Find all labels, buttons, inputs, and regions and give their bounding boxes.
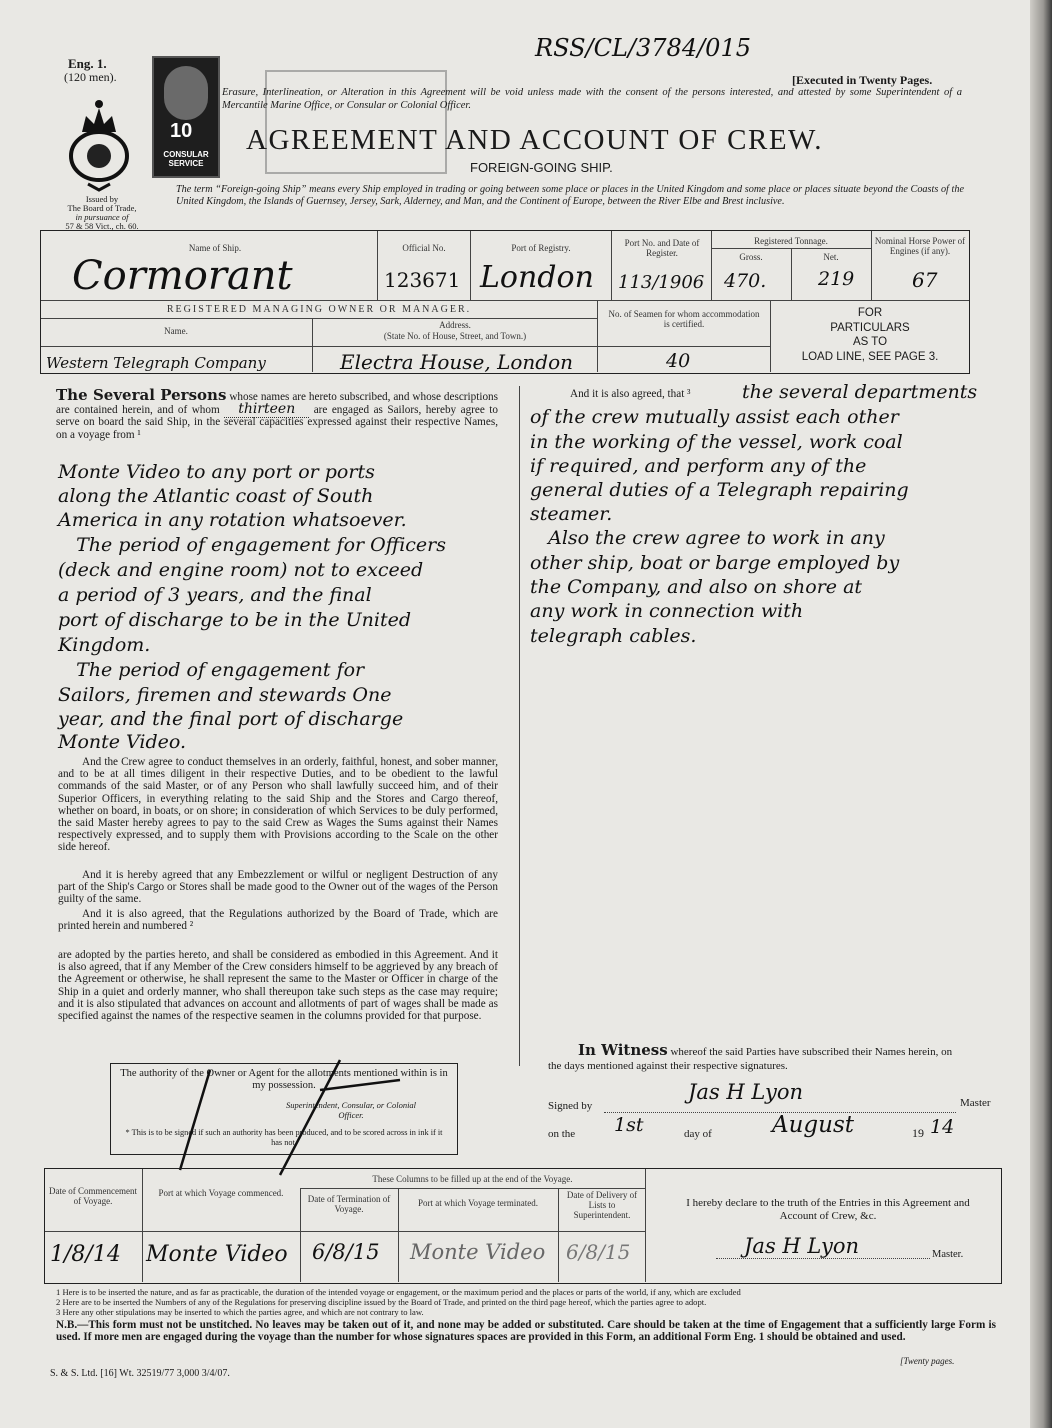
- seamen-value: 40: [666, 350, 691, 372]
- stipulation-line: the Company, and also on shore at: [530, 576, 863, 598]
- header-official-no: Official No.: [402, 243, 446, 253]
- voyage-line: Sailors, firemen and stewards One: [58, 684, 392, 706]
- owner-name-value: Western Telegraph Company: [46, 354, 266, 372]
- footnote-3: 3 Here any other stipulations may be inserted to which the parties agree, and which are not contrary to law.: [56, 1307, 424, 1317]
- owner-address-value: Electra House, London: [340, 350, 574, 374]
- page-count: [Twenty pages.: [900, 1356, 955, 1366]
- master-label: Master: [960, 1097, 991, 1109]
- stamp-label-2: SERVICE: [168, 159, 204, 168]
- signing-day: 1st: [614, 1114, 644, 1136]
- several-persons-text-2: are engaged as Sailors, hereby agree to serve on board the said Ship, in the several capacities expressed against their respective Names, on a voyage from ¹: [56, 404, 499, 441]
- table-divider: [45, 1231, 645, 1232]
- stipulation-line: in the working of the vessel, work coal: [530, 431, 903, 453]
- header-owner-address: Address.: [439, 320, 471, 330]
- date-commencement-value: 1/8/14: [50, 1242, 121, 1267]
- col-divider: [398, 1188, 399, 1282]
- consular-stamp: [152, 56, 220, 178]
- in-witness-text: whereof the said Parties have subscribed their Names herein, on the days mentioned against their respective signatures.: [548, 1046, 953, 1072]
- authority-signatory: Superintendent, Consular, or Colonial Officer.: [285, 1100, 417, 1120]
- master-declaration: I hereby declare to the truth of the Entries in this Agreement and Account of Crew, &c.: [686, 1197, 970, 1222]
- scored-across-mark: [150, 1050, 410, 1180]
- stipulation-line: if required, and perform any of the: [530, 455, 867, 477]
- stipulation-line: general duties of a Telegraph repairing: [530, 479, 909, 501]
- year-prefix: 19: [912, 1126, 924, 1140]
- col-divider: [142, 1169, 143, 1282]
- signing-year: 14: [930, 1116, 955, 1138]
- voyage-line: (deck and engine room) not to exceed: [58, 559, 424, 581]
- stipulation-line: telegraph cables.: [530, 625, 697, 647]
- voyage-line: port of discharge to be in the United: [58, 609, 412, 631]
- crew-agree-paragraph: And the Crew agree to conduct themselves in an orderly, faithful, honest, and sober manner, and to be at all times diligent in their respective Duties, and to be obedient to the lawful commands of the said Master, or of any Person who shall lawfully succeed him, and of their Superior Officers, in everything relating to the said Ship and the Stores and Cargo thereof, whether on board, in boats, or on shore; in consideration of which Services to be duly performed, the said Master hereby agrees to pay to the said Crew as Wages the Sums against their Names respectively expressed, and to supply them with Provisions according to the Scale on the other side hereof.: [58, 756, 498, 854]
- port-registry-value: London: [480, 260, 594, 295]
- load-line-1: FOR: [857, 307, 883, 319]
- stipulation-line: other ship, boat or barge employed by: [530, 552, 900, 574]
- archive-reference: RSS/CL/3784/015: [535, 34, 751, 62]
- footnote-1: 1 Here is to be inserted the nature, and as far as practicable, the duration of the intended voyage or engagement, or the maximum period and the places or parts of the world, if any, which are excluded: [56, 1287, 741, 1297]
- voyage-line: Monte Video.: [58, 731, 187, 753]
- issued-by-block: [52, 195, 152, 231]
- port-terminated-value: Monte Video: [410, 1240, 546, 1264]
- several-persons-paragraph: [56, 386, 499, 441]
- header-port-registry: Port of Registry.: [511, 243, 571, 253]
- net-value: 219: [818, 268, 855, 290]
- voyage-line: year, and the final port of discharge: [58, 708, 404, 730]
- load-line-3: AS TO: [852, 336, 888, 348]
- issued-line-4: 57 & 58 Vict., ch. 60.: [65, 221, 139, 231]
- master-signature: Jas H Lyon: [688, 1080, 803, 1104]
- col-divider: [645, 1169, 646, 1282]
- owner-divider: [41, 318, 597, 319]
- footnote-2: 2 Here are to be inserted the Numbers of any of the Regulations for preserving discipline issued by the Board of Trade, and printed on the third page hereof, which the parties agree to adopt.: [56, 1297, 707, 1307]
- col-divider: [770, 300, 771, 372]
- header-port-terminated: Port at which Voyage terminated.: [418, 1198, 538, 1208]
- printer-line: S. & S. Ltd. [16] Wt. 32519/77 3,000 3/4/07.: [50, 1368, 230, 1379]
- executed-pages: [Executed in Twenty Pages.: [792, 73, 933, 87]
- header-date-termination: Date of Termination of Voyage.: [307, 1194, 391, 1214]
- load-line-4: LOAD LINE, SEE PAGE 3.: [801, 350, 939, 363]
- ship-name-value: Cormorant: [72, 253, 293, 299]
- col-divider: [871, 231, 872, 300]
- form-title: AGREEMENT AND ACCOUNT OF CREW.: [246, 124, 823, 156]
- adopted-paragraph: are adopted by the parties hereto, and shall be considered as embodied in this Agreement. And it is also agreed, that if any Member of the Crew considers himself to be aggrieved by any breach of the Agreement or otherwise, he shall represent the same to the Master or Officer in charge of the Ship in a quiet and orderly manner, who shall thereupon take such steps as the case may require; and it is also stipulated that advances on account and allotments of part of wages shall be made as specified against the names of the respective seamen in the columns provided for that purpose.: [58, 949, 498, 1023]
- issued-line-3: in pursuance of: [75, 212, 129, 222]
- form-subtitle: FOREIGN-GOING SHIP.: [470, 160, 613, 175]
- form-capacity: (120 men).: [64, 70, 117, 84]
- voyage-line: The period of engagement for: [58, 659, 365, 681]
- several-persons-heading: The Several Persons: [56, 386, 227, 404]
- load-line-note: [772, 306, 968, 364]
- on-the-label: on the: [548, 1128, 576, 1140]
- date-delivery-value: 6/8/15: [566, 1240, 631, 1264]
- port-commenced-value: Monte Video: [146, 1242, 288, 1267]
- header-ship-name: Name of Ship.: [188, 243, 242, 253]
- authority-note: * This is to be signed if such an authority has been produced, and to be scored across in ink if it has not.: [125, 1128, 443, 1147]
- header-owner: REGISTERED MANAGING OWNER OR MANAGER.: [166, 304, 472, 315]
- header-gross: Gross.: [739, 252, 763, 262]
- signed-by-label: Signed by: [548, 1100, 593, 1112]
- issued-line-2: The Board of Trade,: [67, 203, 137, 213]
- header-tonnage: Registered Tonnage.: [754, 236, 828, 246]
- stipulation-line: steamer.: [530, 503, 613, 525]
- col-divider: [611, 231, 612, 300]
- foreign-going-definition: The term “Foreign-going Ship” means every Ship employed in trading or going between some place or places in the United Kingdom and some place or places situate beyond the Coasts of the United Kingdom, the Islands of Guernsey, Jersey, Sark, Alderney, and Man, and the Continent of Europe, between the River Elbe and Brest inclusive.: [176, 184, 964, 207]
- stamp-label: [156, 150, 216, 168]
- void-notice: Erasure, Interlineation, or Alteration in this Agreement will be void unless made with the consent of the persons interested, and attested by some Superintendent of a Mercantile Marine Office, or Consular or Colonial Officer.: [222, 87, 962, 111]
- col-divider: [558, 1188, 559, 1282]
- owner-divider: [41, 346, 770, 347]
- right-intro: And it is also agreed, that ³: [570, 388, 691, 400]
- declaration-line: [716, 1258, 930, 1259]
- in-witness-block: [548, 1043, 964, 1073]
- table-divider: [41, 300, 969, 301]
- header-owner-name: Name.: [164, 326, 188, 336]
- authority-text: The authority of the Owner or Agent for the allotments mentioned within is in my possession.: [120, 1068, 448, 1091]
- header-date-delivery: Date of Delivery of Lists to Superintendent.: [566, 1190, 638, 1220]
- official-no-value: 123671: [384, 268, 461, 292]
- stipulation-line: any work in connection with: [530, 600, 804, 622]
- regulations-paragraph: And it is also agreed, that the Regulations authorized by the Board of Trade, which are printed herein and numbered ²: [58, 908, 498, 933]
- page-edge-shadow: [1030, 0, 1052, 1428]
- body-column-divider: [519, 386, 520, 1066]
- col-divider: [470, 231, 471, 300]
- voyage-line: along the Atlantic coast of South: [58, 485, 374, 507]
- crew-count-value: thirteen: [224, 401, 309, 418]
- stamp-value: 10: [170, 120, 193, 142]
- declaration-signature: Jas H Lyon: [744, 1234, 859, 1258]
- issued-line-1: Issued by: [85, 194, 119, 204]
- header-owner-address-sub: (State No. of House, Street, and Town.): [383, 331, 527, 341]
- in-witness-heading: In Witness: [578, 1041, 668, 1059]
- header-horse-power: Nominal Horse Power of Engines (if any).: [874, 236, 966, 256]
- header-net: Net.: [823, 252, 839, 262]
- col-divider: [377, 231, 378, 300]
- col-divider: [597, 300, 598, 372]
- royal-crest-icon: [64, 94, 134, 194]
- header-date-commencement: Date of Commencement of Voyage.: [49, 1186, 137, 1206]
- horse-power-value: 67: [912, 268, 938, 292]
- load-line-2: PARTICULARS: [830, 321, 910, 334]
- declaration-master-label: Master.: [932, 1249, 964, 1260]
- day-of-label: day of: [684, 1128, 712, 1140]
- table-divider: [300, 1188, 645, 1189]
- voyage-line: a period of 3 years, and the final: [58, 584, 372, 606]
- form-code: Eng. 1.: [68, 56, 107, 71]
- col-divider: [300, 1188, 301, 1282]
- voyage-line: The period of engagement for Officers: [58, 534, 447, 556]
- stipulation-line: of the crew mutually assist each other: [530, 406, 899, 428]
- voyage-line: Kingdom.: [58, 634, 151, 656]
- nb-notice: N.B.—This form must not be unstitched. No leaves may be taken out of it, and none may be added or substituted. Care should be taken at the time of Engagement that a sufficiently large Form is used. If more men are engaged during the voyage than the number for whose signatures spaces are provided in this Form, an additional Form Eng. 1 should be obtained and used.: [56, 1319, 996, 1343]
- stipulation-line: Also the crew agree to work in any: [530, 527, 885, 549]
- end-of-voyage-note: These Columns to be filled up at the end of the Voyage.: [372, 1174, 573, 1184]
- signing-month: August: [772, 1112, 855, 1138]
- voyage-line: America in any rotation whatsoever.: [58, 509, 407, 531]
- date-termination-value: 6/8/15: [312, 1240, 380, 1264]
- several-persons-text: whose names are hereto subscribed, and whose descriptions are contained herein, and of whom: [56, 391, 498, 417]
- header-seamen: No. of Seamen for whom accommodation is certified.: [608, 309, 760, 329]
- embezzlement-paragraph: And it is hereby agreed that any Embezzlement or wilful or negligent Destruction of any part of the Ship's Cargo or Stores shall be made good to the Owner out of the wages of the Person guilty of the same.: [58, 869, 498, 906]
- header-port-commenced: Port at which Voyage commenced.: [158, 1188, 284, 1198]
- voyage-line: Monte Video to any port or ports: [58, 461, 375, 483]
- stamp-label-1: CONSULAR: [163, 150, 209, 159]
- port-no-value: 113/1906: [618, 272, 705, 293]
- gross-value: 470.: [724, 270, 767, 292]
- stipulation-line: the several departments: [742, 381, 978, 403]
- stamp-portrait: [164, 66, 208, 120]
- tonnage-divider: [711, 248, 871, 249]
- header-port-no: Port No. and Date of Register.: [624, 238, 700, 258]
